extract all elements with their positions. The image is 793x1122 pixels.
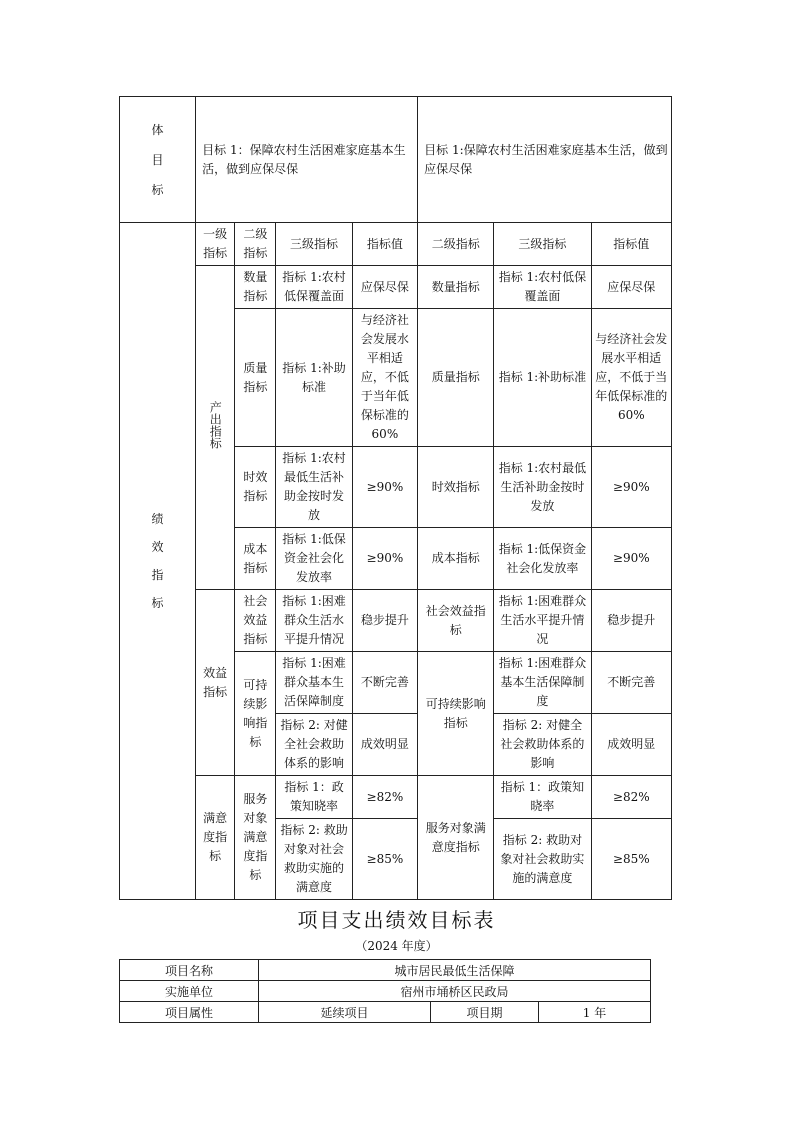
goal-label-cell: 体 目 标 [120,97,196,223]
row-l2-b: 时效指标 [418,447,494,528]
row-value-b: 与经济社会发展水平相适应，不低于当年低保标准的 60% [591,309,671,447]
impl-unit-value: 宿州市埇桥区民政局 [259,981,651,1002]
row-l3-b: 指标 1:低保资金社会化发放率 [494,528,591,590]
goal-text-1: 目标 1：保障农村生活困难家庭基本生活，做到应保尽保 [196,97,418,223]
row-l2: 可持续影响指标 [235,652,276,776]
project-name-value: 城市居民最低生活保障 [259,960,651,981]
row-l3-b: 指标 1:困难群众基本生活保障制度 [494,652,591,714]
row-value: 与经济社会发展水平相适应，不低于当年低保标准的 60% [352,309,418,447]
row-value-b: 应保尽保 [591,266,671,309]
row-l2-b: 质量指标 [418,309,494,447]
satisfaction-label: 满意度指标 [196,776,235,900]
row-l2: 社会效益指标 [235,590,276,652]
row-l3: 指标 2: 救助对象对社会救助实施的满意度 [276,819,352,900]
project-name-label: 项目名称 [120,960,259,981]
row-l3: 指标 1:困难群众生活水平提升情况 [276,590,352,652]
row-l2-b: 成本指标 [418,528,494,590]
project-attr-label: 项目属性 [120,1002,259,1023]
row-value-b: 稳步提升 [591,590,671,652]
project-table-year: （2024 年度） [355,939,438,953]
row-l3: 指标 1:低保资金社会化发放率 [276,528,352,590]
row-value-b: 成效明显 [591,714,671,776]
row-l2-b: 数量指标 [418,266,494,309]
perf-label-cell: 绩 效 指 标 [120,223,196,900]
row-l2-b: 服务对象满意度指标 [418,776,494,900]
header-value-b: 指标值 [591,223,671,266]
project-period-value: 1 年 [539,1002,651,1023]
row-l2: 成本指标 [235,528,276,590]
row-value-b: ≥82% [591,776,671,819]
row-value: ≥90% [352,447,418,528]
project-table-title: 项目支出绩效目标表 [297,908,496,932]
row-l2: 数量指标 [235,266,276,309]
row-l3: 指标 2: 对健全社会救助体系的影响 [276,714,352,776]
header-level3: 三级指标 [276,223,352,266]
row-value: 稳步提升 [352,590,418,652]
row-l2-b: 可持续影响 指标 [418,652,494,776]
output-label: 产出指标 [196,266,235,590]
row-l3: 指标 1：政策知晓率 [276,776,352,819]
project-attr-value: 延续项目 [259,1002,431,1023]
row-l3-b: 指标 2: 救助对象对社会救助实施的满意度 [494,819,591,900]
benefit-label: 效益指标 [196,590,235,776]
header-value: 指标值 [352,223,418,266]
row-l3: 指标 1:补助标准 [276,309,352,447]
row-l3: 指标 1:农村低保覆盖面 [276,266,352,309]
header-level2: 二级指标 [235,223,276,266]
project-period-label: 项目期 [431,1002,539,1023]
row-value: 不断完善 [352,652,418,714]
impl-unit-label: 实施单位 [120,981,259,1002]
row-l3-b: 指标 2: 对健全社会救助体系的影响 [494,714,591,776]
row-value: ≥82% [352,776,418,819]
row-l2-b: 社会效益指标 [418,590,494,652]
row-l3-b: 指标 1:困难群众生活水平提升情况 [494,590,591,652]
header-level1: 一级指标 [196,223,235,266]
row-value: ≥90% [352,528,418,590]
row-l3: 指标 1:农村最低生活补助金按时发放 [276,447,352,528]
row-l3: 指标 1:困难群众基本生活保障制度 [276,652,352,714]
project-info-table [119,959,651,1023]
header-level3-b: 三级指标 [494,223,591,266]
row-l2: 服务对象满意度指标 [235,776,276,900]
header-level2-b: 二级指标 [418,223,494,266]
row-l2: 质量指标 [235,309,276,447]
row-value: ≥85% [352,819,418,900]
row-l3-b: 指标 1:农村最低生活补助金按时发放 [494,447,591,528]
row-value-b: 不断完善 [591,652,671,714]
row-l2: 时效指标 [235,447,276,528]
row-value: 成效明显 [352,714,418,776]
row-value-b: ≥90% [591,528,671,590]
row-value-b: ≥85% [591,819,671,900]
goal-text-2: 目标 1:保障农村生活困难家庭基本生活，做到应保尽保 [418,97,672,223]
performance-goal-table [119,96,672,900]
row-value: 应保尽保 [352,266,418,309]
row-value-b: ≥90% [591,447,671,528]
row-l3-b: 指标 1：政策知晓率 [494,776,591,819]
row-l3-b: 指标 1:农村低保覆盖面 [494,266,591,309]
row-l3-b: 指标 1:补助标准 [494,309,591,447]
